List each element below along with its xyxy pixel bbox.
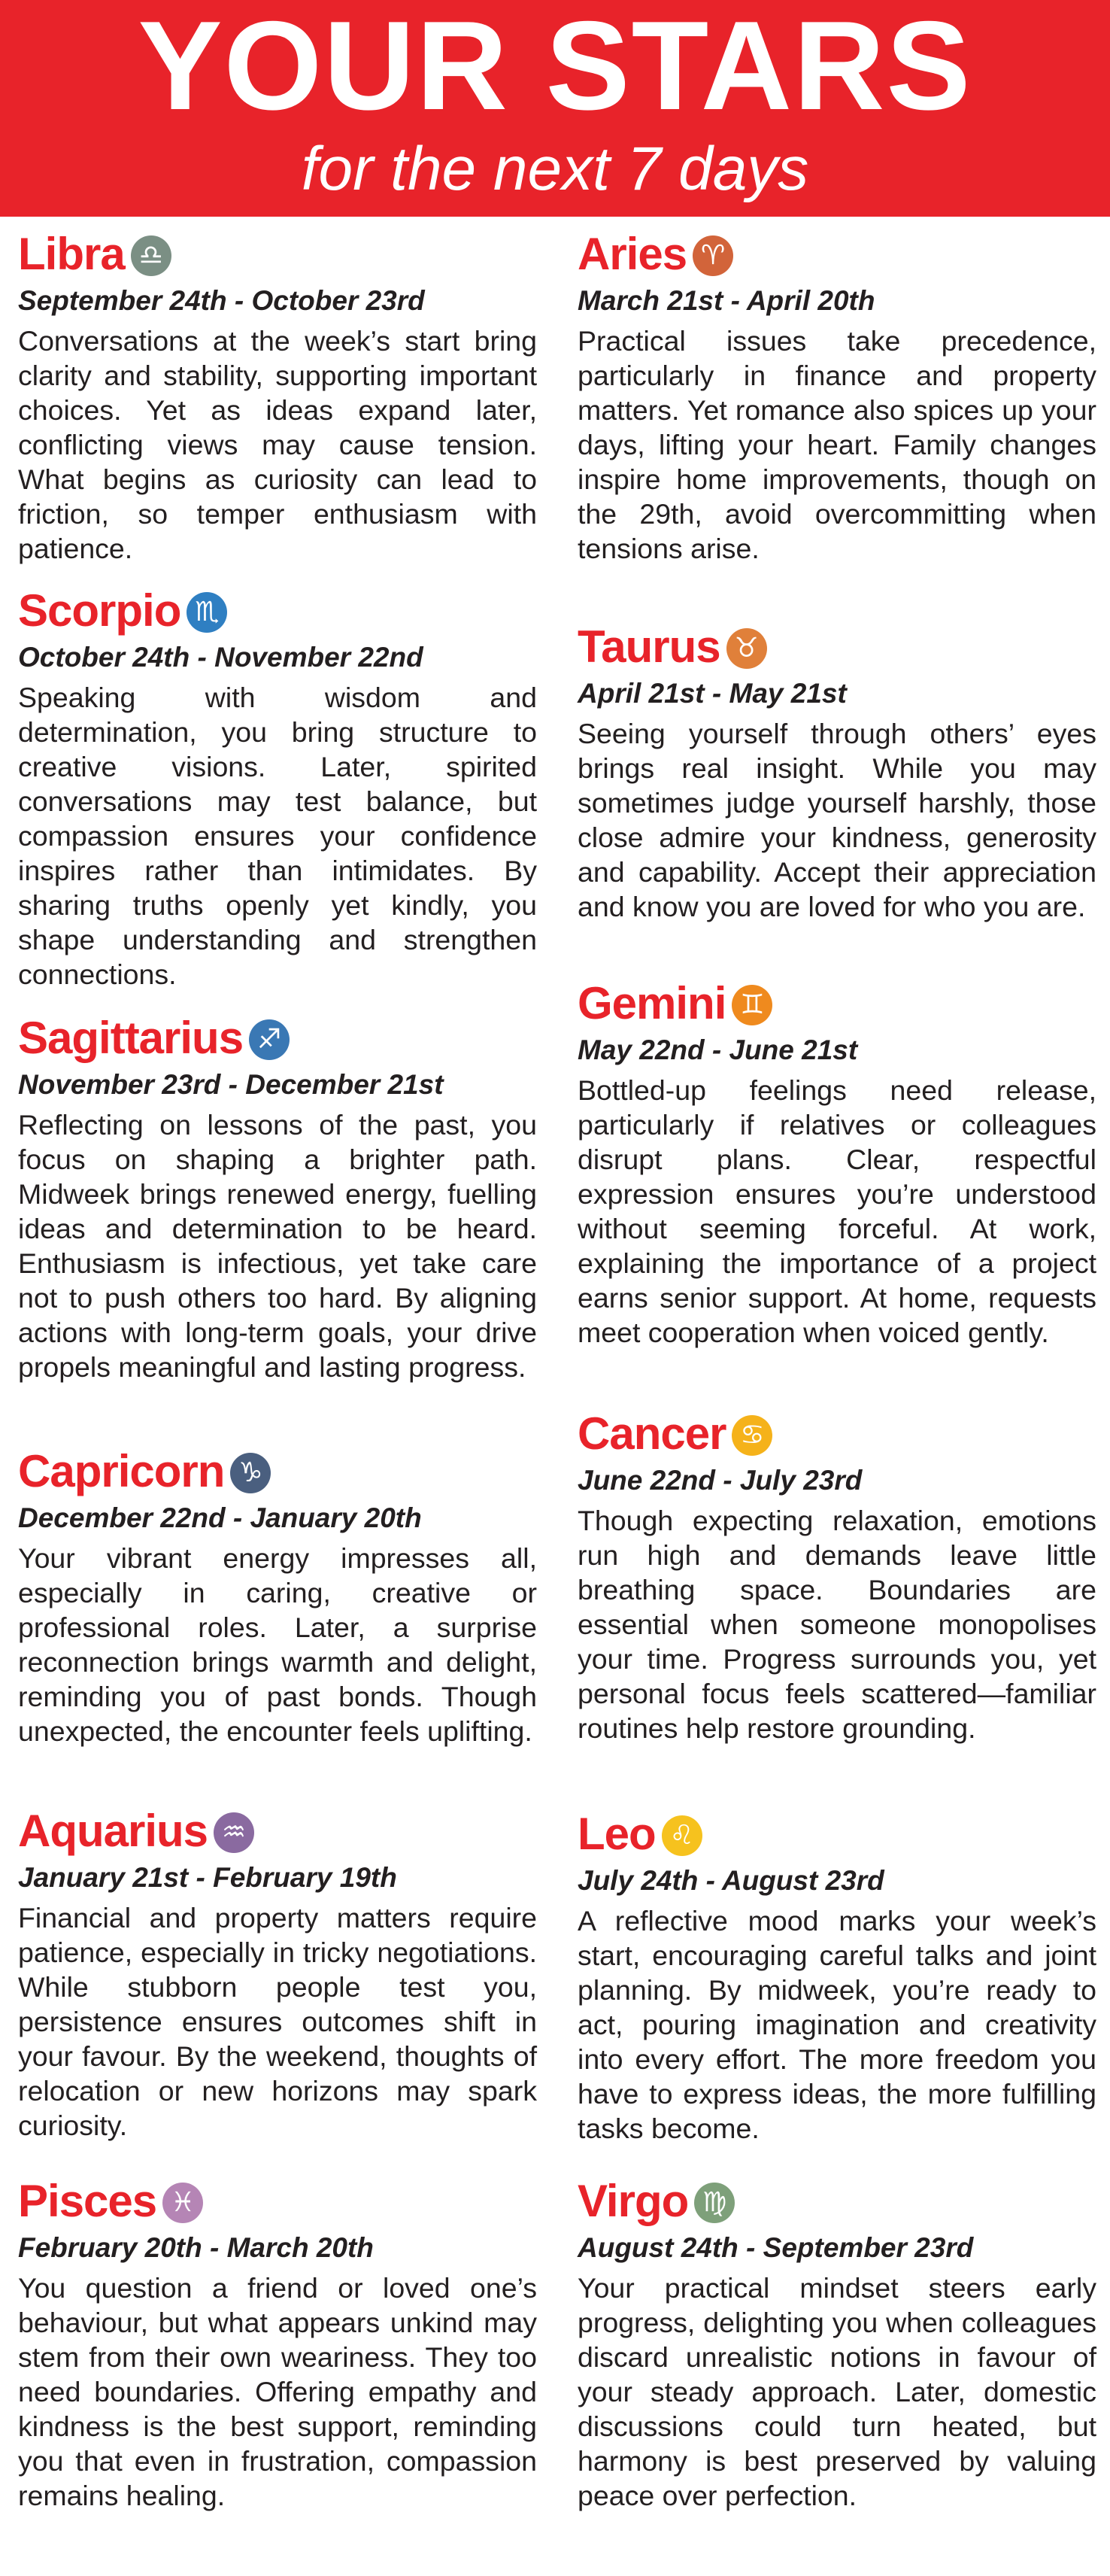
horoscope-text: Financial and property matters require patience, especially in tricky negotiations. While stubborn people test you, persistence ensures outcomes shift in your favour. By the weekend, thoughts of relocation or new horizons may spark curiosity. — [18, 1902, 537, 2141]
sign-name: Sagittarius — [18, 1013, 244, 1063]
sign-dates: May 22nd - June 21st — [578, 1034, 858, 1065]
sign-name: Libra — [18, 229, 125, 279]
sign-aquarius — [18, 1803, 537, 2143]
sign-dates: February 20th - March 20th — [18, 2232, 374, 2263]
sign-name: Virgo — [578, 2176, 689, 2226]
leo-icon: ♌ — [662, 1815, 702, 1856]
page-subtitle: for the next 7 days — [301, 135, 809, 203]
sign-gemini — [578, 975, 1096, 1350]
capricorn-icon: ♑ — [230, 1453, 271, 1493]
cancer-icon: ♋ — [732, 1415, 772, 1456]
aquarius-icon: ♒ — [214, 1812, 254, 1853]
sign-libra — [18, 226, 537, 566]
sign-name: Pisces — [18, 2176, 157, 2226]
sign-name: Taurus — [578, 621, 720, 672]
sign-dates: August 24th - September 23rd — [578, 2232, 974, 2263]
sign-dates: July 24th - August 23rd — [578, 1865, 884, 1896]
header-banner — [0, 0, 1110, 217]
sign-aries — [578, 226, 1096, 566]
sign-name: Aquarius — [18, 1806, 208, 1856]
sign-sagittarius — [18, 1010, 537, 1384]
gemini-icon: ♊ — [732, 985, 772, 1025]
pisces-icon: ♓ — [162, 2183, 203, 2223]
sign-taurus — [578, 618, 1096, 924]
horoscope-text: Seeing yourself through others’ eyes brings real insight. While you may sometimes judge yourself harshly, those close admire your kindness, generosity and capability. Accept their appreciation and know you are loved for who you are. — [578, 718, 1096, 922]
horoscope-text: Bottled-up feelings need release, particularly if relatives or colleagues disrupt plans. Clear, respectful expression ensures you’re understood without seeming forceful. At work, explaining the importance of a project earns senior support. At home, requests meet cooperation when voiced gently. — [578, 1074, 1096, 1348]
taurus-icon: ♉ — [726, 628, 767, 669]
sign-leo — [578, 1806, 1096, 2146]
virgo-icon: ♍ — [694, 2183, 735, 2223]
horoscope-text: A reflective mood marks your week’s start, encouraging careful talks and joint planning. By midweek, you’re ready to act, pouring imagination and creativity into every effort. The more freedom you have to express ideas, the more fulfilling tasks become. — [578, 1905, 1096, 2144]
libra-icon: ♎ — [131, 235, 171, 276]
sign-dates: January 21st - February 19th — [18, 1862, 397, 1893]
sign-dates: March 21st - April 20th — [578, 285, 875, 316]
horoscope-text: Reflecting on lessons of the past, you focus on shaping a brighter path. Midweek brings renewed energy, fuelling ideas and determination to be heard. Enthusiasm is infectious, yet take care not to push others too hard. By aligning actions with long-term goals, your drive propels meaningful and lasting progress. — [18, 1109, 537, 1383]
sign-dates: October 24th - November 22nd — [18, 642, 423, 673]
sign-name: Capricorn — [18, 1446, 225, 1496]
horoscope-text: Speaking with wisdom and determination, you bring structure to creative visions. Later, spirited conversations may test balance, but compassion ensures your confidence inspires rather than intimidates. By sharing truths openly yet kindly, you shape understanding and strengthen connections. — [18, 682, 537, 990]
sign-name: Gemini — [578, 978, 726, 1028]
horoscope-text: You question a friend or loved one’s behaviour, but what appears unkind may stem from their own weariness. They too need boundaries. Offering empathy and kindness is the best support, reminding you that even in frustration, compassion remains healing. — [18, 2272, 537, 2511]
horoscope-text: Your vibrant energy impresses all, especially in caring, creative or professional roles. Later, a surprise reconnection brings warmth and delight, reminding you of past bonds. Though unexpected, the encounter feels uplifting. — [18, 1542, 537, 1747]
sign-dates: June 22nd - July 23rd — [578, 1465, 863, 1496]
sign-name: Leo — [578, 1809, 656, 1859]
sign-capricorn — [18, 1443, 537, 1748]
sagittarius-icon: ♐ — [249, 1019, 290, 1060]
sign-name: Scorpio — [18, 585, 181, 636]
page-title: YOUR STARS — [138, 0, 972, 136]
horoscope-text: Your practical mindset steers early progress, delighting you when colleagues discard unrealistic notions in favour of your steady approach. Later, domestic discussions could turn heated, but harmony is best preserved by valuing peace over perfection. — [578, 2272, 1096, 2511]
horoscope-text: Though expecting relaxation, emotions run high and demands leave little breathing space. Boundaries are essential when someone monopolises your time. Progress surrounds you, yet personal focus feels scattered—familiar routines help restore grounding. — [578, 1505, 1096, 1744]
sign-name: Cancer — [578, 1408, 726, 1459]
sign-name: Aries — [578, 229, 687, 279]
sign-cancer — [578, 1405, 1096, 1745]
horoscope-text: Practical issues take precedence, particularly in finance and property matters. Yet romance also spices up your days, lifting your heart. Family changes inspire home improvements, though on the 29th, avoid overcommitting when tensions arise. — [578, 325, 1096, 564]
aries-icon: ♈ — [693, 235, 733, 276]
scorpio-icon: ♏ — [187, 592, 227, 633]
sign-dates: April 21st - May 21st — [578, 678, 847, 709]
sign-virgo — [578, 2173, 1096, 2513]
sign-dates: September 24th - October 23rd — [18, 285, 425, 316]
sign-scorpio — [18, 582, 537, 992]
sign-pisces — [18, 2173, 537, 2513]
sign-dates: November 23rd - December 21st — [18, 1069, 444, 1100]
sign-dates: December 22nd - January 20th — [18, 1502, 422, 1533]
horoscope-text: Conversations at the week’s start bring clarity and stability, supporting important choices. Yet as ideas expand later, conflicting views may cause tension. What begins as curiosity can lead to friction, so temper enthusiasm with patience. — [18, 325, 537, 564]
